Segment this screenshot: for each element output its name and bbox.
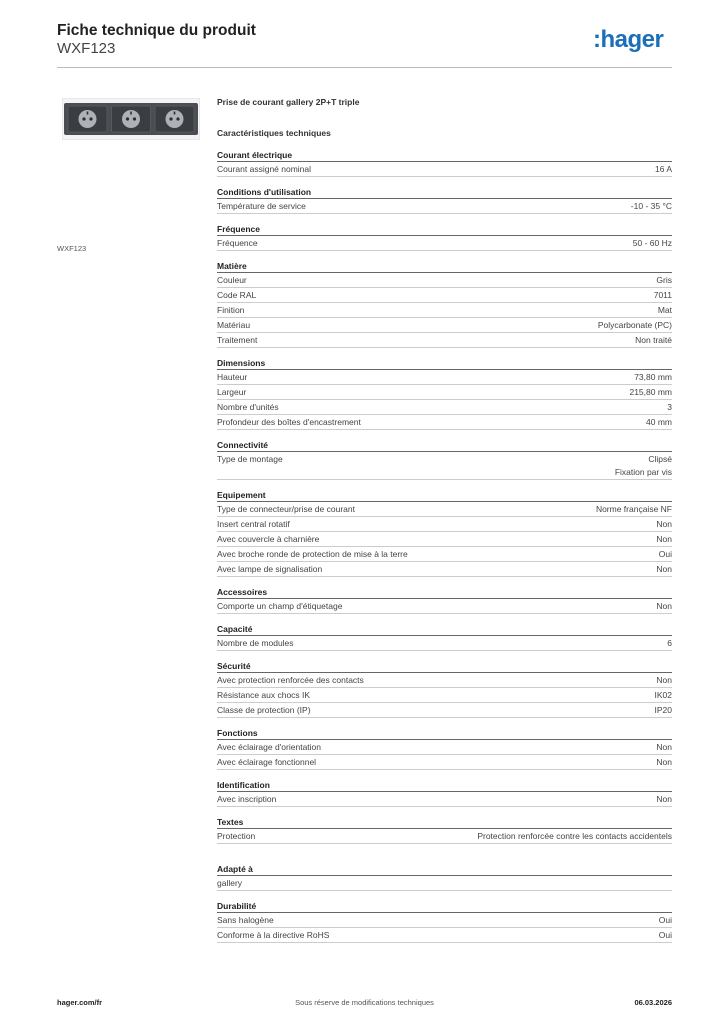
spec-label: Fréquence — [217, 238, 258, 248]
spec-label: Matériau — [217, 320, 251, 330]
spec-value: Non — [656, 794, 672, 804]
spec-value: Non — [656, 757, 672, 767]
spec-row — [217, 370, 672, 385]
spec-sheet — [217, 95, 672, 943]
spec-label: Avec broche ronde de protection de mise à la terre — [217, 549, 408, 559]
section-title: Courant électrique — [217, 150, 293, 160]
spec-section — [217, 900, 672, 943]
section-title: Dimensions — [217, 358, 266, 368]
spec-section — [217, 623, 672, 651]
footer-disclaimer: Sous réserve de modifications techniques — [295, 998, 434, 1007]
spec-section — [217, 149, 672, 177]
spec-value: Norme française NF — [595, 504, 672, 514]
spec-value: Protection renforcée contre les contacts accidentels — [477, 831, 672, 841]
spec-row — [217, 502, 672, 517]
spec-row — [217, 273, 672, 288]
spec-row — [217, 199, 672, 214]
section-title: Identification — [217, 780, 270, 790]
spec-row — [217, 688, 672, 703]
spec-section — [217, 727, 672, 770]
spec-value: Oui — [658, 915, 672, 925]
spec-value: Non traité — [635, 335, 672, 345]
spec-row — [217, 829, 672, 844]
socket-outlet-icon — [62, 98, 200, 140]
spec-row — [217, 876, 672, 891]
spec-row — [217, 547, 672, 562]
spec-row — [217, 452, 672, 480]
footer-website: hager.com/fr — [57, 998, 103, 1007]
spec-value: 6 — [667, 638, 672, 648]
spec-label: Avec couvercle à charnière — [217, 534, 320, 544]
product-name: Prise de courant gallery 2P+T triple — [217, 97, 360, 107]
spec-row — [217, 599, 672, 614]
spec-label: Comporte un champ d'étiquetage — [217, 601, 343, 611]
spec-row — [217, 562, 672, 577]
spec-section — [217, 186, 672, 214]
spec-value: Mat — [657, 305, 672, 315]
spec-label: Finition — [217, 305, 245, 315]
spec-rows — [217, 369, 672, 430]
spec-value: 73,80 mm — [634, 372, 672, 382]
spec-value: Non — [656, 564, 672, 574]
product-image — [62, 98, 200, 140]
spec-row — [217, 532, 672, 547]
section-title: Adapté à — [217, 864, 253, 874]
spec-row — [217, 740, 672, 755]
spec-value: 16 A — [654, 164, 672, 174]
spec-sections — [217, 149, 672, 943]
spec-label: Largeur — [217, 387, 247, 397]
spec-section — [217, 863, 672, 891]
spec-value: 7011 — [653, 290, 672, 300]
spec-section — [217, 660, 672, 718]
spec-value: -10 - 35 °C — [630, 201, 672, 211]
spec-label: Type de montage — [217, 454, 283, 464]
spec-label: Courant assigné nominal — [217, 164, 312, 174]
spec-value: 3 — [667, 402, 672, 412]
spec-section — [217, 357, 672, 430]
spec-label: Avec protection renforcée des contacts — [217, 675, 364, 685]
section-title: Fréquence — [217, 224, 260, 234]
hager-logo: :hager — [593, 26, 664, 53]
spec-label: Traitement — [217, 335, 258, 345]
spec-row — [217, 636, 672, 651]
spec-rows — [217, 451, 672, 480]
spec-row — [217, 928, 672, 943]
spec-rows — [217, 791, 672, 807]
spec-value: Non — [656, 534, 672, 544]
spec-label: Hauteur — [217, 372, 248, 382]
section-title: Sécurité — [217, 661, 251, 671]
section-title: Equipement — [217, 490, 266, 500]
spec-section — [217, 489, 672, 577]
spec-value: Clipsé Fixation par vis — [614, 454, 672, 477]
spec-value: 215,80 mm — [629, 387, 672, 397]
section-title: Connectivité — [217, 440, 269, 450]
spec-value: Non — [656, 742, 672, 752]
spec-row — [217, 792, 672, 807]
section-title: Durabilité — [217, 901, 257, 911]
page-title: Fiche technique du produit — [57, 22, 256, 39]
spec-row — [217, 318, 672, 333]
footer-date: 06.03.2026 — [634, 998, 672, 1007]
spec-rows — [217, 912, 672, 943]
spec-label: Insert central rotatif — [217, 519, 290, 529]
spec-rows — [217, 501, 672, 577]
spec-rows — [217, 161, 672, 177]
spec-label: Protection — [217, 831, 256, 841]
spec-heading: Caractéristiques techniques — [217, 128, 331, 138]
spec-label: Profondeur des boîtes d'encastrement — [217, 417, 361, 427]
section-title: Fonctions — [217, 728, 258, 738]
spec-section — [217, 586, 672, 614]
product-reference: WXF123 — [57, 40, 116, 57]
spec-label: Conforme à la directive RoHS — [217, 930, 330, 940]
section-title: Matière — [217, 261, 247, 271]
spec-section — [217, 816, 672, 844]
spec-label: Type de connecteur/prise de courant — [217, 504, 355, 514]
spec-value: Oui — [658, 549, 672, 559]
spec-rows — [217, 635, 672, 651]
section-title: Capacité — [217, 624, 253, 634]
spec-label: Nombre de modules — [217, 638, 294, 648]
spec-label: Avec inscription — [217, 794, 277, 804]
spec-label: Avec lampe de signalisation — [217, 564, 323, 574]
spec-label: Nombre d'unités — [217, 402, 279, 412]
spec-value: Non — [656, 601, 672, 611]
spec-value: IP20 — [654, 705, 672, 715]
spec-value: Gris — [656, 275, 672, 285]
spec-label: Sans halogène — [217, 915, 274, 925]
spec-row — [217, 703, 672, 718]
image-caption: WXF123 — [57, 244, 87, 253]
spec-rows — [217, 875, 672, 891]
spec-rows — [217, 672, 672, 718]
spec-row — [217, 517, 672, 532]
spec-rows — [217, 828, 672, 844]
spec-row — [217, 913, 672, 928]
spec-value: Non — [656, 675, 672, 685]
spec-section — [217, 260, 672, 348]
spec-rows — [217, 598, 672, 614]
spec-row — [217, 415, 672, 430]
spec-value: 50 - 60 Hz — [632, 238, 672, 248]
section-title: Textes — [217, 817, 244, 827]
spec-row — [217, 755, 672, 770]
spec-label: Avec éclairage fonctionnel — [217, 757, 317, 767]
spec-section — [217, 779, 672, 807]
spec-rows — [217, 739, 672, 770]
spec-value: Polycarbonate (PC) — [597, 320, 672, 330]
spec-value: IK02 — [654, 690, 672, 700]
spec-row — [217, 303, 672, 318]
spec-label: Couleur — [217, 275, 247, 285]
spec-label: Température de service — [217, 201, 306, 211]
spec-row — [217, 162, 672, 177]
spec-label: Avec éclairage d'orientation — [217, 742, 322, 752]
header-divider — [57, 67, 672, 68]
spec-rows — [217, 198, 672, 214]
spec-label: Résistance aux chocs IK — [217, 690, 311, 700]
spec-label: gallery — [217, 878, 243, 888]
spec-row — [217, 400, 672, 415]
spec-row — [217, 673, 672, 688]
spec-value: 40 mm — [646, 417, 672, 427]
spec-row — [217, 236, 672, 251]
section-title: Conditions d'utilisation — [217, 187, 312, 197]
spec-label: Code RAL — [217, 290, 257, 300]
spec-row — [217, 333, 672, 348]
spec-value: Non — [656, 519, 672, 529]
spec-rows — [217, 235, 672, 251]
spec-row — [217, 288, 672, 303]
spec-label: Classe de protection (IP) — [217, 705, 311, 715]
spec-section — [217, 439, 672, 480]
spec-value: Oui — [658, 930, 672, 940]
spec-row — [217, 385, 672, 400]
spec-section — [217, 223, 672, 251]
spec-rows — [217, 272, 672, 348]
document-header — [57, 22, 256, 58]
section-title: Accessoires — [217, 587, 268, 597]
